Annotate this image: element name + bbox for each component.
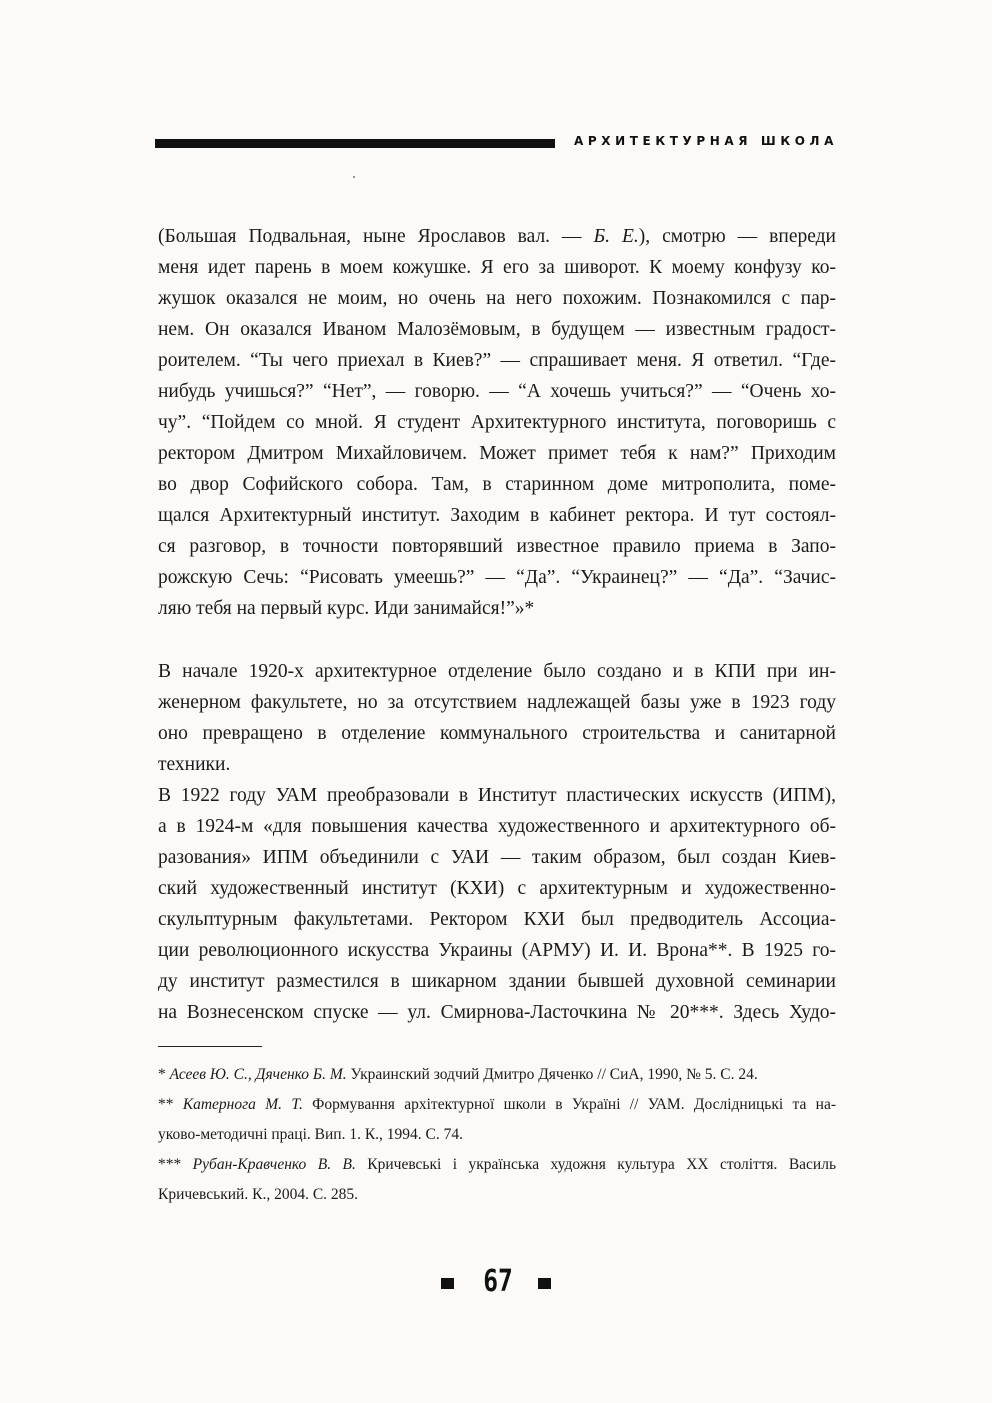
header-rule <box>155 139 555 148</box>
page-number: 67 <box>483 1264 513 1299</box>
text-line: на Вознесенском спуске — ул. Смирнова-Ласточкина № 20***. Здесь Худо- <box>158 1002 836 1023</box>
text-line: а в 1924-м «для повышения качества художественного и архитектурного об- <box>158 816 836 837</box>
running-header <box>155 136 838 152</box>
text-line: скульптурным факультетами. Ректором КХИ был предводитель Ассоциа- <box>158 909 836 930</box>
text-line: (Большая Подвальная, ныне Ярославов вал. — Б. Е.), смотрю — впереди <box>158 226 836 247</box>
text-line: В 1922 году УАМ преобразовали в Институт пластических искусств (ИПМ), <box>158 785 836 806</box>
footnote-3: *** Рубан-Кравченко В. В. Кричевські і українська художня культура XX століття. Василь <box>158 1156 836 1173</box>
page-footer <box>0 1264 992 1299</box>
text-line: ский художественный институт (КХИ) с архитектурным и художественно- <box>158 878 836 899</box>
footnote-rule <box>158 1046 262 1047</box>
text-line: щался Архитектурный институт. Заходим в кабинет ректора. И тут состоял- <box>158 505 836 526</box>
text-line: рожскую Сечь: “Рисовать умеешь?” — “Да”. “Украинец?” — “Да”. “Зачис- <box>158 567 836 588</box>
text-line: нибудь учишься?” “Нет”, — говорю. — “А хочешь учиться?” — “Очень хо- <box>158 381 836 402</box>
text-line: во двор Софийского собора. Там, в старинном доме митрополита, поме- <box>158 474 836 495</box>
paragraph-quote <box>158 221 836 624</box>
text-line: ляю тебя на первый курс. Иди занимайся!”»* <box>158 598 535 619</box>
text-line: жушок оказался не моим, но очень на него похожим. Познакомился с пар- <box>158 288 836 309</box>
footnotes <box>158 1060 836 1210</box>
footnote-3-continued: Кричевський. К., 2004. С. 285. <box>158 1186 359 1203</box>
header-title: АРХИТЕКТУРНАЯ ШКОЛА <box>573 134 838 148</box>
text-line: техники. <box>158 754 231 775</box>
text-line: меня идет парень в моем кожушке. Я его за шиворот. К моему конфузу ко- <box>158 257 836 278</box>
scan-speck <box>353 176 355 178</box>
text-line: ся разговор, в точности повторявший известное правило приема в Запо- <box>158 536 836 557</box>
footer-square-right <box>538 1278 551 1289</box>
text-line: разования» ИПМ объединили с УАИ — таким образом, был создан Киев- <box>158 847 836 868</box>
text-line: В начале 1920-х архитектурное отделение было создано и в КПИ при ин- <box>158 661 836 682</box>
text-line: ректором Дмитром Михайловичем. Может примет тебя к нам?” Приходим <box>158 443 836 464</box>
footer-square-left <box>441 1278 454 1289</box>
footnote-2-continued: уково-методичні праці. Вип. 1. К., 1994. С. 74. <box>158 1126 464 1143</box>
text-line: оно превращено в отделение коммунального строительства и санитарной <box>158 723 836 744</box>
text-line: нем. Он оказался Иваном Малозёмовым, в будущем — известным градост- <box>158 319 836 340</box>
text-line: ду институт разместился в шикарном здании бывшей духовной семинарии <box>158 971 836 992</box>
text-line: женерном факультете, но за отсутствием надлежащей базы уже в 1923 году <box>158 692 836 713</box>
footnote-2: ** Катернога М. Т. Формування архітектурної школи в Україні // УАМ. Дослідницькі та на- <box>158 1096 836 1113</box>
footnote-1: * Асеев Ю. С., Дяченко Б. М. Украинский зодчий Дмитро Дяченко // СиА, 1990, № 5. С. 24. <box>158 1066 758 1083</box>
text-line: роителем. “Ты чего приехал в Киев?” — спрашивает меня. Я ответил. “Где- <box>158 350 836 371</box>
text-line: чу”. “Пойдем со мной. Я студент Архитектурного института, поговоришь с <box>158 412 836 433</box>
text-line: ции революционного искусства Украины (АРМУ) И. И. Врона**. В 1925 го- <box>158 940 836 961</box>
paragraph-body <box>158 656 836 1028</box>
